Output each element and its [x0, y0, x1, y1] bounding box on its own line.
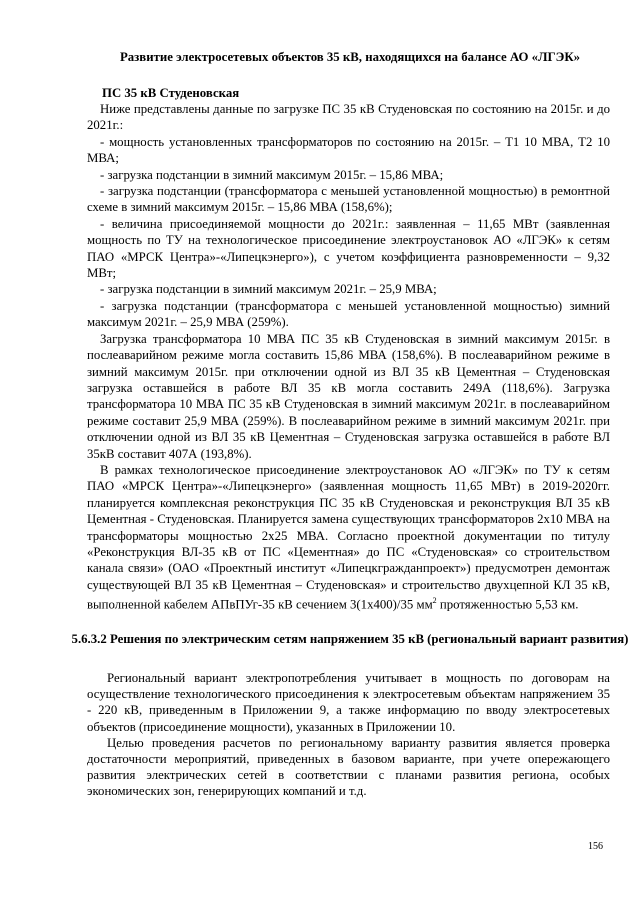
reconstruction-tail: протяженностью 5,53 км. [436, 597, 579, 612]
superscript: 2 [432, 596, 437, 606]
paragraph-bullet-5: - загрузка подстанции в зимний максимум 2021г. – 25,9 МВА; [100, 282, 437, 297]
section-paragraph-1: Региональный вариант электропотребления учитывает в мощность по договорам на осуществление технологического присоединения к электросетевым объектам напряжением 35 - 220 кВ, приведенным в Приложении 9, а также информацию по вводу электросетевых объектов (присоединение мощности), указанных в Приложении 10. [87, 671, 610, 734]
section-paragraph-2: Целью проведения расчетов по региональному варианту развития является проверка достаточности мероприятий, приведенных в базовом варианте, при учете опережающего развития электрических сетей в соответствии с планами развития региона, особых экономических зон, генерирующих компаний и т.д. [87, 735, 610, 799]
paragraph-bullet-6: - загрузка подстанции (трансформатора с меньшей установленной мощностью) зимний максимум 2021г. – 25,9 МВА (259%). [87, 298, 610, 330]
paragraph-load-analysis: Загрузка трансформатора 10 МВА ПС 35 кВ Студеновская в зимний максимум 2015г. в послеаварийном режиме могла составить 15,86 МВА (158,6%). В послеаварийном режиме в зимний максимум 2015г. при отключении одной из ВЛ 35 кВ Цементная – Студеновская загрузка оставшейся в работе ВЛ 35 кВ могла составить 249А (118,6%). Загрузка трансформатора 10 МВА ПС 35 кВ Студеновская в зимний максимум 2021г. в послеаварийном режиме составит 25,9 МВА (259%). В послеаварийном режиме в зимний максимум 2021г. при отключении одной из ВЛ 35 кВ Цементная – Студеновская загрузка оставшейся в работе ВЛ 35кВ составит 407А (193,8%). [87, 331, 610, 461]
paragraph-intro: Ниже представлены данные по загрузке ПС 35 кВ Студеновская по состоянию на 2015г. и до 2021г.: [87, 102, 610, 133]
document-title: Развитие электросетевых объектов 35 кВ, находящихся на балансе АО «ЛГЭК» [119, 50, 581, 64]
substation-text-block [87, 101, 610, 613]
reconstruction-text: В рамках технологическое присоединение электроустановок АО «ЛГЭК» по ТУ к сетям ПАО «МРСК Центра»-«Липецкэнерго» (заявленная мощность 11,65 МВт) в 2019-2020гг. планируется комплексная реконструкция ПС 35 кВ Студеновская и реконструкция ВЛ 35 кВ Цементная - Студеновская. Планируется замена существующих трансформаторов 2х10 МВА на трансформаторы мощностью 2х25 МВА. Согласно проектной документации по титулу «Реконструкция ВЛ-35 кВ от ПС «Цементная» до ПС «Студеновская» со строительством канала связи» (ОАО «Проектный институт «Липецкгражданпроект») предусмотрен демонтаж существующей ВЛ 35 кВ Цементная – Студеновская» и строительство двухцепной КЛ 35 кВ, выполненной кабелем АПвПУг-35 кВ сечением 3(1х400)/35 мм [87, 462, 610, 612]
paragraph-bullet-3: - загрузка подстанции (трансформатора с меньшей установленной мощностью) в ремонтной схеме в зимний максимум 2015г. – 15,86 МВА (158,6%); [87, 184, 610, 215]
section-text-block [87, 670, 610, 800]
paragraph-bullet-4: - величина присоединяемой мощности до 2021г.: заявленная – 11,65 МВт (заявленная мощность по ТУ на технологическое присоединение электроустановок АО «ЛГЭК» к сетям ПАО «МРСК Центра»-«Липецкэнерго»), с учетом коэффициента разновременности – 9,32 МВт; [87, 216, 610, 281]
substation-heading: ПС 35 кВ Студеновская [102, 86, 240, 100]
page-number: 156 [588, 841, 603, 852]
section-heading: 5.6.3.2 Решения по электрическим сетям напряжением 35 кВ (региональный вариант развития) [71, 632, 629, 646]
paragraph-bullet-2: - загрузка подстанции в зимний максимум 2015г. – 15,86 МВА; [100, 167, 444, 182]
paragraph-bullet-1: - мощность установленных трансформаторов по состоянию на 2015г. – Т1 10 МВА, Т2 10 МВА; [87, 134, 610, 166]
paragraph-reconstruction [87, 462, 610, 613]
